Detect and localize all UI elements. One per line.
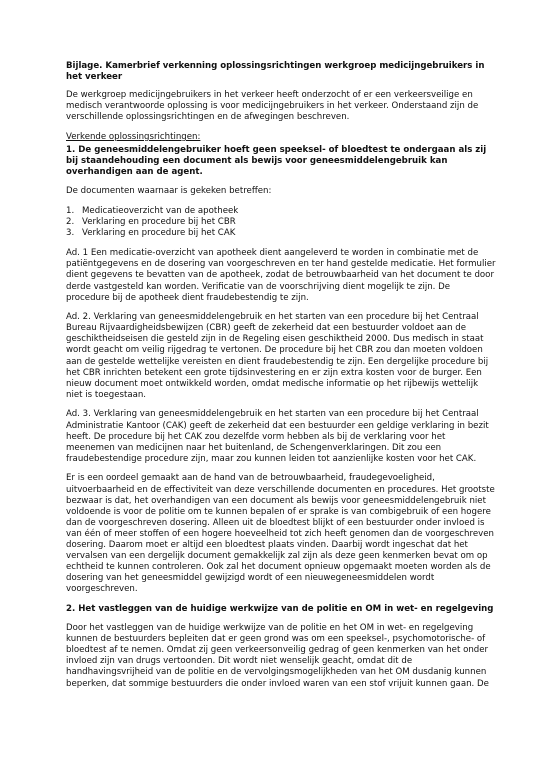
ad-1-paragraph: Ad. 1 Een medicatie-overzicht van apotheek dient aangeleverd te worden in combinatie met de patiëntgegevens en de dosering van voorgeschreven en ter hand gestelde medicatie. Het formulier dient gegevens te bevatten van de apotheek, zodat de betrouwbaarheid van het document te door derde vastgesteld kan worden. Verificatie van de voorschrijving dient mogelijk te zijn. De procedure bij de apotheek dient fraudebestendig te zijn. [66,248,496,303]
list-item [66,206,496,217]
assessment-paragraph: Er is een oordeel gemaakt aan de hand van de betrouwbaarheid, fraudegevoeligheid, uitvoerbaarheid en de effectiviteit van deze verschillende documenten en procedures. Het grootste bezwaar is dat, het overhandigen van een document als bewijs voor geneesmiddelengebruik niet voldoende is voor de politie om te kunnen bepalen of er sprake is van combigebruik of een hogere dan de voorgeschreven dosering. Alleen uit de bloedtest blijkt of een bestuurder onder invloed is van één of meer stoffen of een hogere hoeveelheid tot zich heeft genomen dan de voorgeschreven dosering. Daarom moet er altijd een bloedtest plaats vinden. Daarbij wordt ingeschat dat het vervalsen van een dergelijk document gemakkelijk zal zijn als deze geen kenmerken bevat om op echtheid te kunnen controleren. Ook zal het document opnieuw opgemaakt moeten worden als de dosering van het geneesmiddel gewijzigd wordt of een nieuwegeneesmiddelen wordt voorgeschreven. [66,473,495,595]
list-item [66,228,496,239]
list-number: 2. [66,217,75,228]
ad-3-paragraph: Ad. 3. Verklaring van geneesmiddelengebruik en het starten van een procedure bij het Centraal Administratie Kantoor (CAK) geeft de zekerheid dat een bestuurder een geldige verklaring in bezit heeft. De procedure bij het CAK zou dezelfde vorm hebben als bij de verklaring voor het meenemen van medicijnen naar het buitenland, de Schengenverklaringen. Dit zou een fraudebestendige procedure zijn, maar zou kunnen leiden tot aanzienlijke kosten voor het CAK. [66,409,489,464]
intro-paragraph: De werkgroep medicijngebruikers in het verkeer heeft onderzocht of er een verkeersveilige en medisch verantwoorde oplossing is voor medicijngebruikers in het verkeer. Onderstaand zijn de verschillende oplossingsrichtingen en de afwegingen beschreven. [66,90,479,123]
list-number: 1. [66,205,75,216]
list-text: Medicatieoverzicht van de apotheek [82,205,239,216]
document-content [66,61,496,698]
list-item [66,217,496,228]
section-2-paragraph: Door het vastleggen van de huidige werkwijze van de politie en het OM in wet- en regelgeving kunnen de bestuurders bepleiten dat er geen grond was om een speeksel-, psychomotorische- of bloedtest af te nemen. Omdat zij geen verkeersonveilig gedrag of geen kenmerken van het onder invloed zijn van drugs vertoonden. Dit wordt niet wenselijk geacht, omdat dit de handhavingsvrijheid van de politie en de vervolgingsmogelijkheden van het OM dusdanig kunnen beperken, dat sommige bestuurders die onder invloed waren van een stof vrijuit kunnen gaan. De [66,623,489,689]
subhead: Verkende oplossingsrichtingen: [66,131,201,142]
list-text: Verklaring en procedure bij het CAK [82,228,236,239]
section-1-heading: 1. De geneesmiddelengebruiker hoeft geen speeksel- of bloedtest te ondergaan als zij bij staandehouding een document als bewijs voor geneesmiddelengebruik kan overhandigen aan de agent. [66,145,487,178]
documents-intro: De documenten waarnaar is gekeken betreffen: [66,186,272,197]
section-2-heading: 2. Het vastleggen van de huidige werkwijze van de politie en OM in wet- en regelgeving [66,603,494,614]
document-title: Bijlage. Kamerbrief verkenning oplossingsrichtingen werkgroep medicijngebruikers in het verkeer [66,61,485,83]
list-number: 3. [66,228,75,239]
ad-2-paragraph: Ad. 2. Verklaring van geneesmiddelengebruik en het starten van een procedure bij het Centraal Bureau Rijvaardigheidsbewijzen (CBR) geeft de zekerheid dat een bestuurder voldoet aan de geschiktheidseisen die gesteld zijn in de Regeling eisen geschiktheid 2000. Dus medisch in staat wordt geacht om veilig rijgedrag te vertonen. De procedure bij het CBR zou dan moeten voldoen aan de gestelde wettelijke vereisten en dient fraudebestendig te zijn. Een dergelijke procedure bij het CBR inrichten betekent een grote tijdsinvestering en er zijn extra kosten voor de burger. Een nieuw document moet ontwikkeld worden, omdat medische informatie op het rijbewijs wettelijk niet is toegestaan. [66,312,489,400]
documents-list [66,206,496,239]
list-text: Verklaring en procedure bij het CBR [82,217,236,228]
